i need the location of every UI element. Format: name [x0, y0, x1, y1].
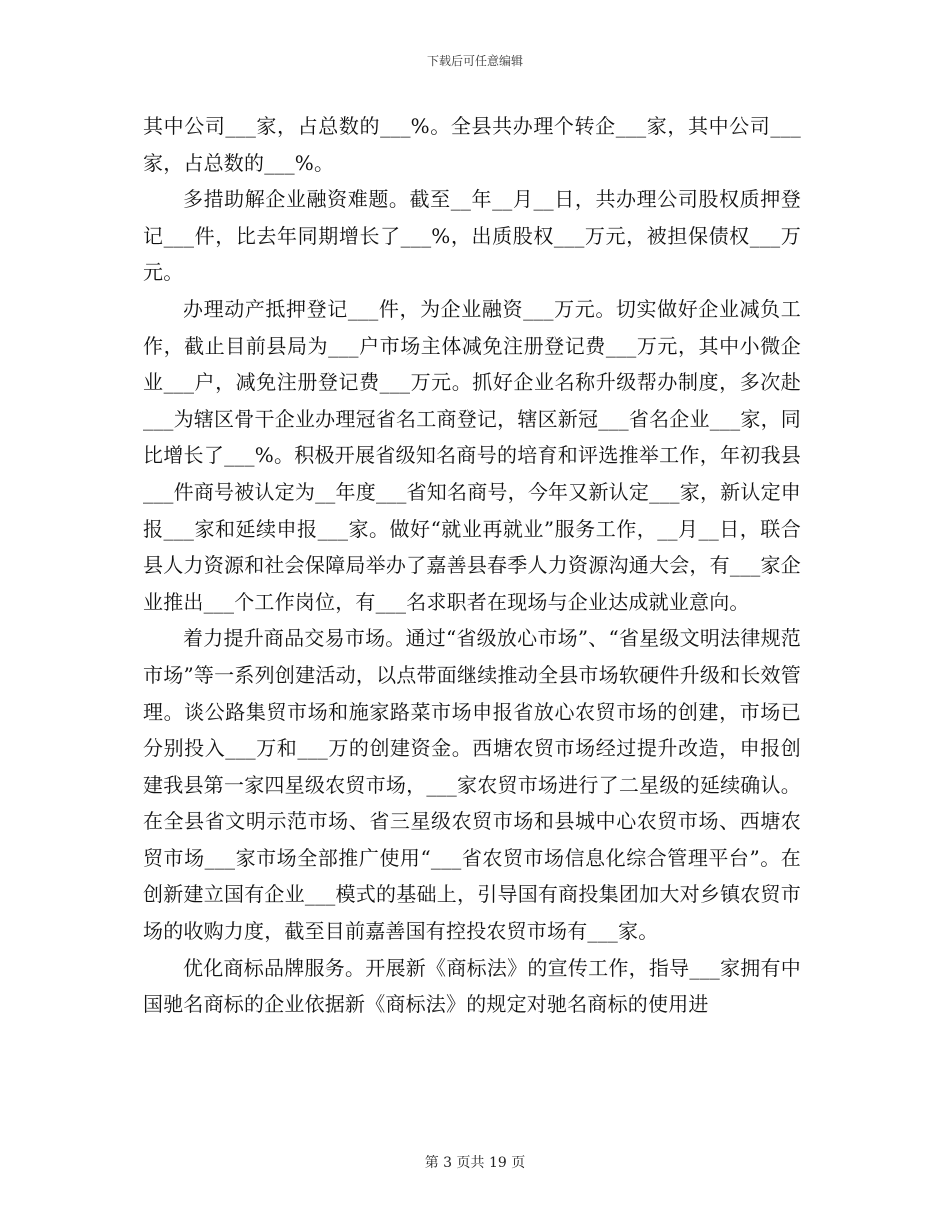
document-body — [143, 108, 801, 1023]
paragraph-3: 办理动产抵押登记___件，为企业融资___万元。切实做好企业减负工作，截止目前县局为___户市场主体减免注册登记费___万元，其中小微企业___户，减免注册登记费___万元。抓好企业名称升级帮办制度，多次赴___为辖区骨干企业办理冠省名工商登记，辖区新冠___省名企业___家，同比增长了___%。积极开展省级知名商号的培育和评选推举工作，年初我县___件商号被认定为__年度___省知名商号，今年又新认定___家，新认定申报___家和延续申报___家。做好“就业再就业”服务工作，__月__日，联合县人力资源和社会保障局举办了嘉善县春季人力资源沟通大会，有___家企业推出___个工作岗位，有___名求职者在现场与企业达成就业意向。 — [143, 296, 801, 614]
paragraph-1: 其中公司___家，占总数的___%。全县共办理个转企___家，其中公司___家，占总数的___%。 — [143, 114, 801, 175]
paragraph-4: 着力提升商品交易市场。通过“省级放心市场”、“省星级文明法律规范市场”等一系列创建活动，以点带面继续推动全县市场软硬件升级和长效管理。谈公路集贸市场和施家路菜市场申报省放心农贸市场的创建，市场已分别投入___万和___万的创建资金。西塘农贸市场经过提升改造，申报创建我县第一家四星级农贸市场，___家农贸市场进行了二星级的延续确认。在全县省文明示范市场、省三星级农贸市场和县城中心农贸市场、西塘农贸市场___家市场全部推广使用“___省农贸市场信息化综合管理平台”。在创新建立国有企业___模式的基础上，引导国有商投集团加大对乡镇农贸市场的收购力度，截至目前嘉善国有控投农贸市场有___家。 — [143, 626, 801, 944]
page-header: 下载后可任意编辑 — [426, 54, 523, 68]
page-number: 第 3 页共 19 页 — [424, 1155, 526, 1171]
paragraph-2: 多措助解企业融资难题。截至__年__月__日，共办理公司股权质押登记___件，比去年同期增长了___%，出质股权___万元，被担保债权___万元。 — [143, 187, 801, 285]
paragraph-5: 优化商标品牌服务。开展新《商标法》的宣传工作，指导___家拥有中国驰名商标的企业依据新《商标法》的规定对驰名商标的使用进 — [143, 955, 801, 1017]
